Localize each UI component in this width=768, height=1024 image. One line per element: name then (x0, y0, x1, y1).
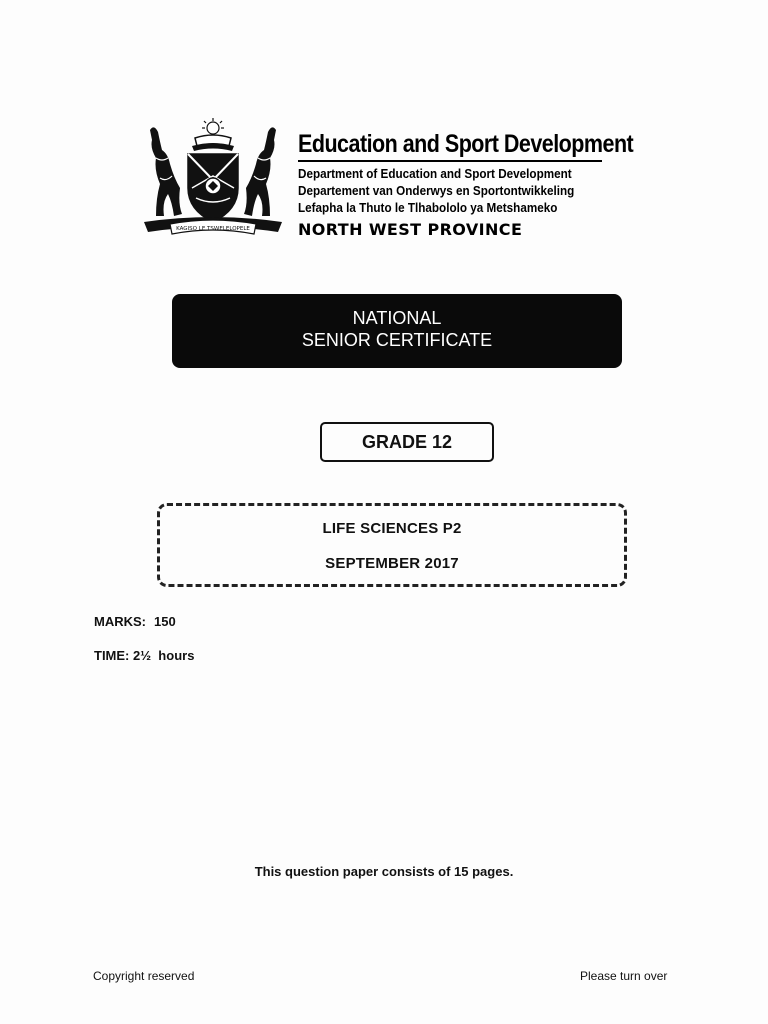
time-row (94, 648, 194, 664)
grade-label: GRADE 12 (320, 422, 494, 462)
certificate-line-1: NATIONAL (352, 308, 442, 328)
time-value: 2½ hours (133, 648, 195, 663)
department-header (298, 128, 634, 242)
subject-session: SEPTEMBER 2017 (325, 555, 459, 572)
department-line-setswana: Lefapha la Thuto le Tlhabololo ya Metshameko (298, 200, 558, 215)
header-rule (298, 160, 602, 162)
province-name: NORTH WEST PROVINCE (298, 220, 523, 239)
certificate-line-2: SENIOR CERTIFICATE (301, 330, 493, 350)
marks-label: MARKS: (94, 614, 146, 629)
marks-row (94, 614, 176, 630)
crest-motto: KAGISO LE TSWELELOPELE (176, 226, 250, 232)
subject-paper: LIFE SCIENCES P2 (322, 520, 462, 537)
certificate-banner (172, 294, 622, 368)
coat-of-arms-icon (140, 118, 286, 244)
footer-turn-over: Please turn over (580, 969, 668, 983)
subject-box (157, 503, 627, 587)
department-title: Education and Sport Development (298, 130, 634, 158)
department-line-afrikaans: Departement van Onderwys en Sportontwikkeling (298, 183, 575, 198)
page-count-note: This question paper consists of 15 pages. (254, 864, 514, 879)
time-label: TIME: (94, 648, 130, 663)
footer-copyright: Copyright reserved (93, 969, 195, 983)
department-line-english: Department of Education and Sport Development (298, 166, 572, 181)
marks-value: 150 (154, 614, 176, 629)
